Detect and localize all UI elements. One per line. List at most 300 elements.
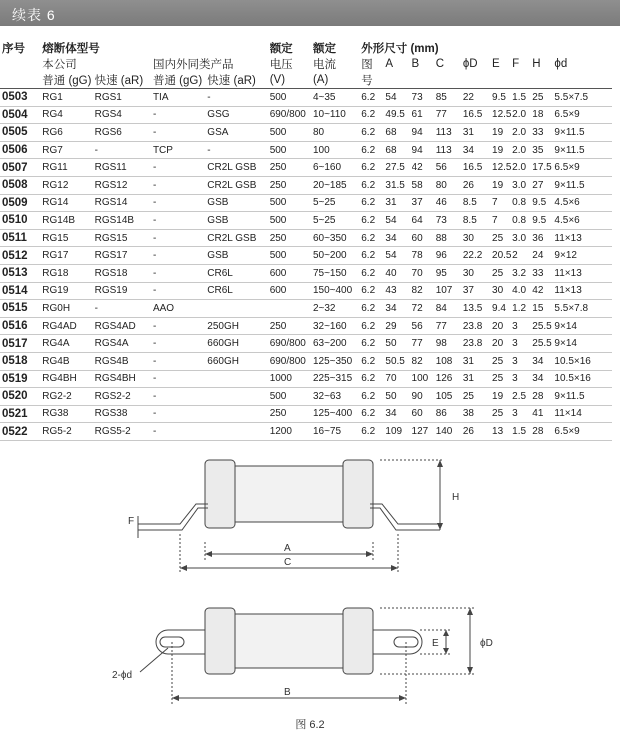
table-row (0, 317, 612, 335)
header-col-b: B (411, 58, 420, 70)
cell-dim-b: 77 (412, 335, 436, 353)
cell-dim-f: 2.0 (512, 106, 532, 124)
cell-rated-voltage: 250 (270, 317, 313, 335)
cell-dim-e: 12.5 (492, 159, 512, 177)
cell-domestic-ar (207, 300, 269, 318)
cell-dim-phi-d: 5.5×7.8 (554, 300, 612, 318)
cell-code: 0515 (0, 300, 42, 318)
cell-dim-phid: 31 (463, 370, 492, 388)
cell-dim-b: 82 (412, 282, 436, 300)
cell-dim-h: 28 (532, 388, 554, 406)
header-row-3 (0, 72, 612, 89)
cell-fig-no: 6.2 (361, 124, 385, 142)
cell-company-ar: - (95, 141, 153, 159)
table-row (0, 141, 612, 159)
header-fig-1: 图 (361, 59, 373, 71)
cell-dim-c: 85 (436, 89, 463, 107)
cell-dim-b: 78 (412, 247, 436, 265)
cell-dim-h: 27 (532, 176, 554, 194)
cell-dim-f: 3 (512, 370, 532, 388)
cell-dim-phi-d: 11×14 (554, 405, 612, 423)
cell-dim-a: 29 (385, 317, 411, 335)
cell-rated-voltage: 600 (270, 264, 313, 282)
dimension-label-c: C (284, 557, 292, 568)
cell-rated-voltage: 250 (270, 405, 313, 423)
cell-dim-h: 34 (532, 352, 554, 370)
header-seq: 序号 (2, 43, 25, 55)
cell-dim-e: 20 (492, 335, 512, 353)
cell-dim-h: 18 (532, 106, 554, 124)
table-row (0, 423, 612, 441)
cell-rated-voltage: 600 (270, 282, 313, 300)
cell-fig-no: 6.2 (361, 282, 385, 300)
cell-rated-current: 60~350 (313, 229, 361, 247)
cell-dim-f: 1.2 (512, 300, 532, 318)
cell-dim-h: 42 (532, 282, 554, 300)
cell-dim-c: 107 (436, 282, 463, 300)
cell-dim-phi-d: 5.5×7.5 (554, 89, 612, 107)
table-row (0, 247, 612, 265)
cell-code: 0512 (0, 247, 42, 265)
cell-dim-phid: 34 (463, 141, 492, 159)
cell-dim-c: 80 (436, 176, 463, 194)
cell-company-gg: RG1 (42, 89, 94, 107)
cell-dim-h: 35 (532, 141, 554, 159)
cell-dim-e: 30 (492, 282, 512, 300)
cell-dim-f: 1.5 (512, 423, 532, 441)
cell-dim-e: 19 (492, 388, 512, 406)
cell-domestic-gg: - (153, 159, 207, 177)
cell-dim-c: 73 (436, 212, 463, 230)
cell-company-ar: RGS4A (95, 335, 153, 353)
cell-company-gg: RG4 (42, 106, 94, 124)
cell-domestic-gg: - (153, 264, 207, 282)
cell-dim-c: 86 (436, 405, 463, 423)
cell-rated-voltage: 500 (270, 141, 313, 159)
cell-fig-no: 6.2 (361, 423, 385, 441)
header-col-f: F (512, 58, 520, 70)
cell-dim-h: 24 (532, 247, 554, 265)
cell-rated-current: 6~160 (313, 159, 361, 177)
cell-dim-f: 3 (512, 335, 532, 353)
cell-dim-a: 68 (385, 124, 411, 142)
cell-domestic-gg: AAO (153, 300, 207, 318)
cell-dim-phid: 38 (463, 405, 492, 423)
cell-domestic-gg: - (153, 176, 207, 194)
header-rated-voltage-1: 额定 (269, 43, 293, 55)
banner-title: 续表 6 (12, 7, 56, 23)
cell-fig-no: 6.2 (361, 89, 385, 107)
cell-domestic-gg: - (153, 124, 207, 142)
cell-domestic-gg: - (153, 317, 207, 335)
cell-dim-b: 82 (412, 352, 436, 370)
header-col-h: H (532, 58, 541, 70)
cell-company-ar: RGS5-2 (95, 423, 153, 441)
cell-domestic-gg: - (153, 229, 207, 247)
cell-dim-c: 95 (436, 264, 463, 282)
cell-dim-f: 0.8 (512, 194, 532, 212)
cell-dim-h: 9.5 (532, 194, 554, 212)
cell-dim-f: 0.8 (512, 212, 532, 230)
cell-dim-phi-d: 11×13 (554, 229, 612, 247)
cell-rated-current: 125~400 (313, 405, 361, 423)
cell-rated-current: 5~25 (313, 212, 361, 230)
cell-dim-f: 3 (512, 405, 532, 423)
cell-company-ar: RGS4B (95, 352, 153, 370)
header-col-e: E (492, 58, 500, 70)
cell-dim-c: 140 (436, 423, 463, 441)
cell-dim-h: 25.5 (532, 317, 554, 335)
cell-rated-voltage: 500 (270, 247, 313, 265)
cell-code: 0504 (0, 106, 42, 124)
cell-domestic-ar (207, 405, 269, 423)
cell-fig-no: 6.2 (361, 370, 385, 388)
cell-company-gg: RG4AD (42, 317, 94, 335)
cell-dim-c: 98 (436, 335, 463, 353)
header-row-2 (0, 56, 612, 72)
dimension-label-f: F (128, 516, 135, 527)
cell-dim-phi-d: 9×11.5 (554, 176, 612, 194)
cell-domestic-ar: GSB (207, 194, 269, 212)
header-rated-current-2: 电流 (312, 59, 336, 71)
cell-dim-f: 3 (512, 317, 532, 335)
cell-domestic-gg: - (153, 388, 207, 406)
cell-company-gg: RG18 (42, 264, 94, 282)
cell-dim-phid: 23.8 (463, 335, 492, 353)
cell-dim-e: 19 (492, 141, 512, 159)
cell-code: 0507 (0, 159, 42, 177)
cell-dim-a: 34 (385, 300, 411, 318)
cell-dim-a: 40 (385, 264, 411, 282)
dimension-label-2phid: 2-ϕd (112, 670, 133, 681)
cell-rated-voltage: 1000 (270, 370, 313, 388)
cell-dim-phid: 31 (463, 124, 492, 142)
cell-code: 0517 (0, 335, 42, 353)
cell-dim-e: 20 (492, 317, 512, 335)
cell-code: 0509 (0, 194, 42, 212)
header-gg: 普通 (gG) (42, 72, 94, 89)
cell-dim-f: 1.5 (512, 89, 532, 107)
table-row (0, 159, 612, 177)
cell-company-ar: RGS12 (95, 176, 153, 194)
cell-code: 0519 (0, 370, 42, 388)
table-row (0, 212, 612, 230)
cell-domestic-ar: CR6L (207, 282, 269, 300)
cell-company-gg: RG17 (42, 247, 94, 265)
cell-domestic-gg: - (153, 282, 207, 300)
cell-dim-b: 60 (412, 405, 436, 423)
cell-dim-phi-d: 9×11.5 (554, 388, 612, 406)
cell-company-ar: RGS4 (95, 106, 153, 124)
table-row (0, 335, 612, 353)
cell-domestic-gg: - (153, 370, 207, 388)
cell-dim-c: 96 (436, 247, 463, 265)
cell-fig-no: 6.2 (361, 317, 385, 335)
cell-dim-h: 9.5 (532, 212, 554, 230)
cell-dim-phi-d: 9×12 (554, 247, 612, 265)
cell-rated-voltage: 500 (270, 212, 313, 230)
cell-code: 0511 (0, 229, 42, 247)
cell-rated-voltage: 690/800 (270, 106, 313, 124)
cell-dim-e: 25 (492, 405, 512, 423)
cell-dim-phi-d: 11×13 (554, 282, 612, 300)
cell-dim-e: 19 (492, 124, 512, 142)
cell-fig-no: 6.2 (361, 159, 385, 177)
cell-dim-c: 126 (436, 370, 463, 388)
cell-dim-f: 2 (512, 247, 532, 265)
cell-domestic-ar (207, 370, 269, 388)
header-dims-title: 外形尺寸 (mm) (361, 43, 439, 55)
cell-dim-f: 3.0 (512, 176, 532, 194)
cell-dim-a: 43 (385, 282, 411, 300)
cell-dim-e: 13 (492, 423, 512, 441)
cell-dim-phid: 26 (463, 176, 492, 194)
cell-domestic-gg: - (153, 335, 207, 353)
cell-dim-f: 4.0 (512, 282, 532, 300)
cell-dim-f: 3.2 (512, 264, 532, 282)
cell-rated-current: 2~32 (313, 300, 361, 318)
cell-company-ar: RGS11 (95, 159, 153, 177)
cell-rated-voltage: 250 (270, 159, 313, 177)
header-ar2: 快速 (aR) (207, 72, 269, 89)
cell-dim-a: 31 (385, 194, 411, 212)
cell-dim-b: 90 (412, 388, 436, 406)
cell-dim-a: 109 (385, 423, 411, 441)
cell-dim-h: 34 (532, 370, 554, 388)
cell-dim-f: 3.0 (512, 229, 532, 247)
table-row (0, 229, 612, 247)
cell-rated-current: 20~185 (313, 176, 361, 194)
dimension-label-h: H (452, 492, 460, 503)
cell-dim-f: 3 (512, 352, 532, 370)
cell-company-ar: RGS4AD (95, 317, 153, 335)
cell-fig-no: 6.2 (361, 264, 385, 282)
cell-company-ar: RGS1 (95, 89, 153, 107)
cell-domestic-ar: CR2L GSB (207, 159, 269, 177)
cell-dim-a: 31.5 (385, 176, 411, 194)
cell-company-gg: RG7 (42, 141, 94, 159)
table-row (0, 106, 612, 124)
cell-company-ar: RGS15 (95, 229, 153, 247)
cell-domestic-gg: - (153, 194, 207, 212)
cell-dim-phi-d: 9×11.5 (554, 124, 612, 142)
cell-dim-b: 42 (412, 159, 436, 177)
cell-domestic-gg: - (153, 212, 207, 230)
cell-company-ar: RGS14B (95, 212, 153, 230)
cell-fig-no: 6.2 (361, 335, 385, 353)
cell-dim-b: 58 (412, 176, 436, 194)
cell-rated-voltage: 500 (270, 194, 313, 212)
cell-rated-voltage: 250 (270, 229, 313, 247)
cell-dim-f: 2.0 (512, 124, 532, 142)
table-row (0, 352, 612, 370)
dimension-label-b: B (284, 687, 291, 698)
cell-code: 0508 (0, 176, 42, 194)
cell-dim-phi-d: 10.5×16 (554, 370, 612, 388)
cell-company-gg: RG4BH (42, 370, 94, 388)
cell-dim-e: 25 (492, 352, 512, 370)
cell-rated-current: 5~25 (313, 194, 361, 212)
cell-company-gg: RG0H (42, 300, 94, 318)
cell-dim-c: 56 (436, 159, 463, 177)
cell-dim-b: 72 (412, 300, 436, 318)
cell-dim-c: 113 (436, 124, 463, 142)
cell-rated-voltage: 250 (270, 176, 313, 194)
cell-dim-f: 2.5 (512, 388, 532, 406)
cell-domestic-ar: CR2L GSB (207, 229, 269, 247)
cell-domestic-gg: - (153, 405, 207, 423)
cell-domestic-ar: 660GH (207, 335, 269, 353)
figure-caption: 图 6.2 (295, 719, 325, 731)
cell-company-gg: RG19 (42, 282, 94, 300)
cell-dim-a: 50 (385, 335, 411, 353)
cell-dim-c: 88 (436, 229, 463, 247)
cell-dim-a: 34 (385, 229, 411, 247)
cell-dim-c: 108 (436, 352, 463, 370)
cell-code: 0514 (0, 282, 42, 300)
cell-fig-no: 6.2 (361, 176, 385, 194)
cell-dim-c: 84 (436, 300, 463, 318)
cell-fig-no: 6.2 (361, 229, 385, 247)
cell-dim-c: 77 (436, 106, 463, 124)
cell-dim-phi-d: 6.5×9 (554, 159, 612, 177)
header-rated-current-1: 额定 (312, 43, 336, 55)
cell-dim-b: 61 (412, 106, 436, 124)
cell-rated-current: 63~200 (313, 335, 361, 353)
cell-company-gg: RG14B (42, 212, 94, 230)
cell-code: 0513 (0, 264, 42, 282)
header-fig-2: 号 (361, 72, 385, 89)
cell-code: 0521 (0, 405, 42, 423)
cell-fig-no: 6.2 (361, 141, 385, 159)
cell-rated-voltage: 500 (270, 89, 313, 107)
cell-dim-phid: 26 (463, 423, 492, 441)
cell-domestic-ar (207, 388, 269, 406)
cell-domestic-ar: GSB (207, 247, 269, 265)
cell-dim-h: 33 (532, 124, 554, 142)
cell-rated-voltage: 1200 (270, 423, 313, 441)
cell-code: 0522 (0, 423, 42, 441)
cell-company-gg: RG38 (42, 405, 94, 423)
cell-dim-b: 56 (412, 317, 436, 335)
cell-fig-no: 6.2 (361, 247, 385, 265)
table-row (0, 176, 612, 194)
cell-dim-a: 49.5 (385, 106, 411, 124)
cell-domestic-gg: - (153, 106, 207, 124)
cell-fig-no: 6.2 (361, 212, 385, 230)
cell-dim-h: 41 (532, 405, 554, 423)
cell-domestic-ar: 250GH (207, 317, 269, 335)
cell-dim-h: 25 (532, 89, 554, 107)
cell-rated-voltage (270, 300, 313, 318)
table-row (0, 300, 612, 318)
cell-domestic-ar: - (207, 141, 269, 159)
cell-dim-phi-d: 6.5×9 (554, 106, 612, 124)
dimension-label-a: A (284, 543, 291, 554)
fuse-spec-table (0, 40, 612, 441)
cell-dim-phi-d: 6.5×9 (554, 423, 612, 441)
cell-dim-h: 33 (532, 264, 554, 282)
cell-dim-e: 19 (492, 176, 512, 194)
cell-rated-current: 100 (313, 141, 361, 159)
cell-dim-e: 25 (492, 370, 512, 388)
cell-dim-phi-d: 10.5×16 (554, 352, 612, 370)
cell-dim-h: 15 (532, 300, 554, 318)
cell-dim-e: 9.5 (492, 89, 512, 107)
cell-dim-phi-d: 9×14 (554, 335, 612, 353)
header-col-c: C (435, 58, 444, 70)
cell-rated-current: 225~315 (313, 370, 361, 388)
cell-domestic-gg: - (153, 247, 207, 265)
cell-dim-phid: 16.5 (463, 106, 492, 124)
cell-dim-b: 94 (412, 124, 436, 142)
header-col-phi-d: ϕd (554, 58, 568, 70)
cell-rated-current: 10~110 (313, 106, 361, 124)
cell-domestic-ar: GSA (207, 124, 269, 142)
cell-fig-no: 6.2 (361, 405, 385, 423)
cell-rated-current: 32~160 (313, 317, 361, 335)
cell-rated-voltage: 500 (270, 124, 313, 142)
cell-dim-f: 2.0 (512, 141, 532, 159)
cell-domestic-gg: TCP (153, 141, 207, 159)
cell-fig-no: 6.2 (361, 388, 385, 406)
cell-rated-current: 4~35 (313, 89, 361, 107)
table-row (0, 388, 612, 406)
cell-dim-a: 50.5 (385, 352, 411, 370)
cell-company-gg: RG4B (42, 352, 94, 370)
cell-dim-b: 64 (412, 212, 436, 230)
cell-dim-phi-d: 4.5×6 (554, 212, 612, 230)
page-banner (0, 0, 620, 26)
cell-code: 0516 (0, 317, 42, 335)
cell-dim-a: 50 (385, 388, 411, 406)
cell-rated-current: 125~350 (313, 352, 361, 370)
cell-dim-a: 34 (385, 405, 411, 423)
header-domestic: 国内外同类产品 (152, 59, 234, 71)
cell-dim-e: 12.5 (492, 106, 512, 124)
cell-code: 0506 (0, 141, 42, 159)
cell-rated-voltage: 500 (270, 388, 313, 406)
cell-company-ar: - (95, 300, 153, 318)
cell-company-gg: RG14 (42, 194, 94, 212)
cell-code: 0503 (0, 89, 42, 107)
dimension-label-e: E (432, 638, 439, 649)
cell-dim-e: 7 (492, 194, 512, 212)
cell-dim-h: 17.5 (532, 159, 554, 177)
table-row (0, 282, 612, 300)
dimension-label-phid: ϕD (480, 638, 493, 649)
cell-dim-phid: 22.2 (463, 247, 492, 265)
cell-dim-phi-d: 11×13 (554, 264, 612, 282)
cell-dim-e: 7 (492, 212, 512, 230)
cell-dim-c: 46 (436, 194, 463, 212)
cell-company-ar: RGS6 (95, 124, 153, 142)
cell-company-gg: RG12 (42, 176, 94, 194)
cell-fig-no: 6.2 (361, 352, 385, 370)
cell-dim-c: 77 (436, 317, 463, 335)
cell-domestic-ar: GSB (207, 212, 269, 230)
cell-dim-phid: 30 (463, 229, 492, 247)
cell-dim-e: 25 (492, 229, 512, 247)
cell-dim-phid: 25 (463, 388, 492, 406)
cell-code: 0520 (0, 388, 42, 406)
cell-rated-current: 32~63 (313, 388, 361, 406)
table-row (0, 264, 612, 282)
cell-dim-e: 20.5 (492, 247, 512, 265)
cell-domestic-gg: - (153, 352, 207, 370)
cell-dim-phid: 22 (463, 89, 492, 107)
cell-dim-b: 70 (412, 264, 436, 282)
